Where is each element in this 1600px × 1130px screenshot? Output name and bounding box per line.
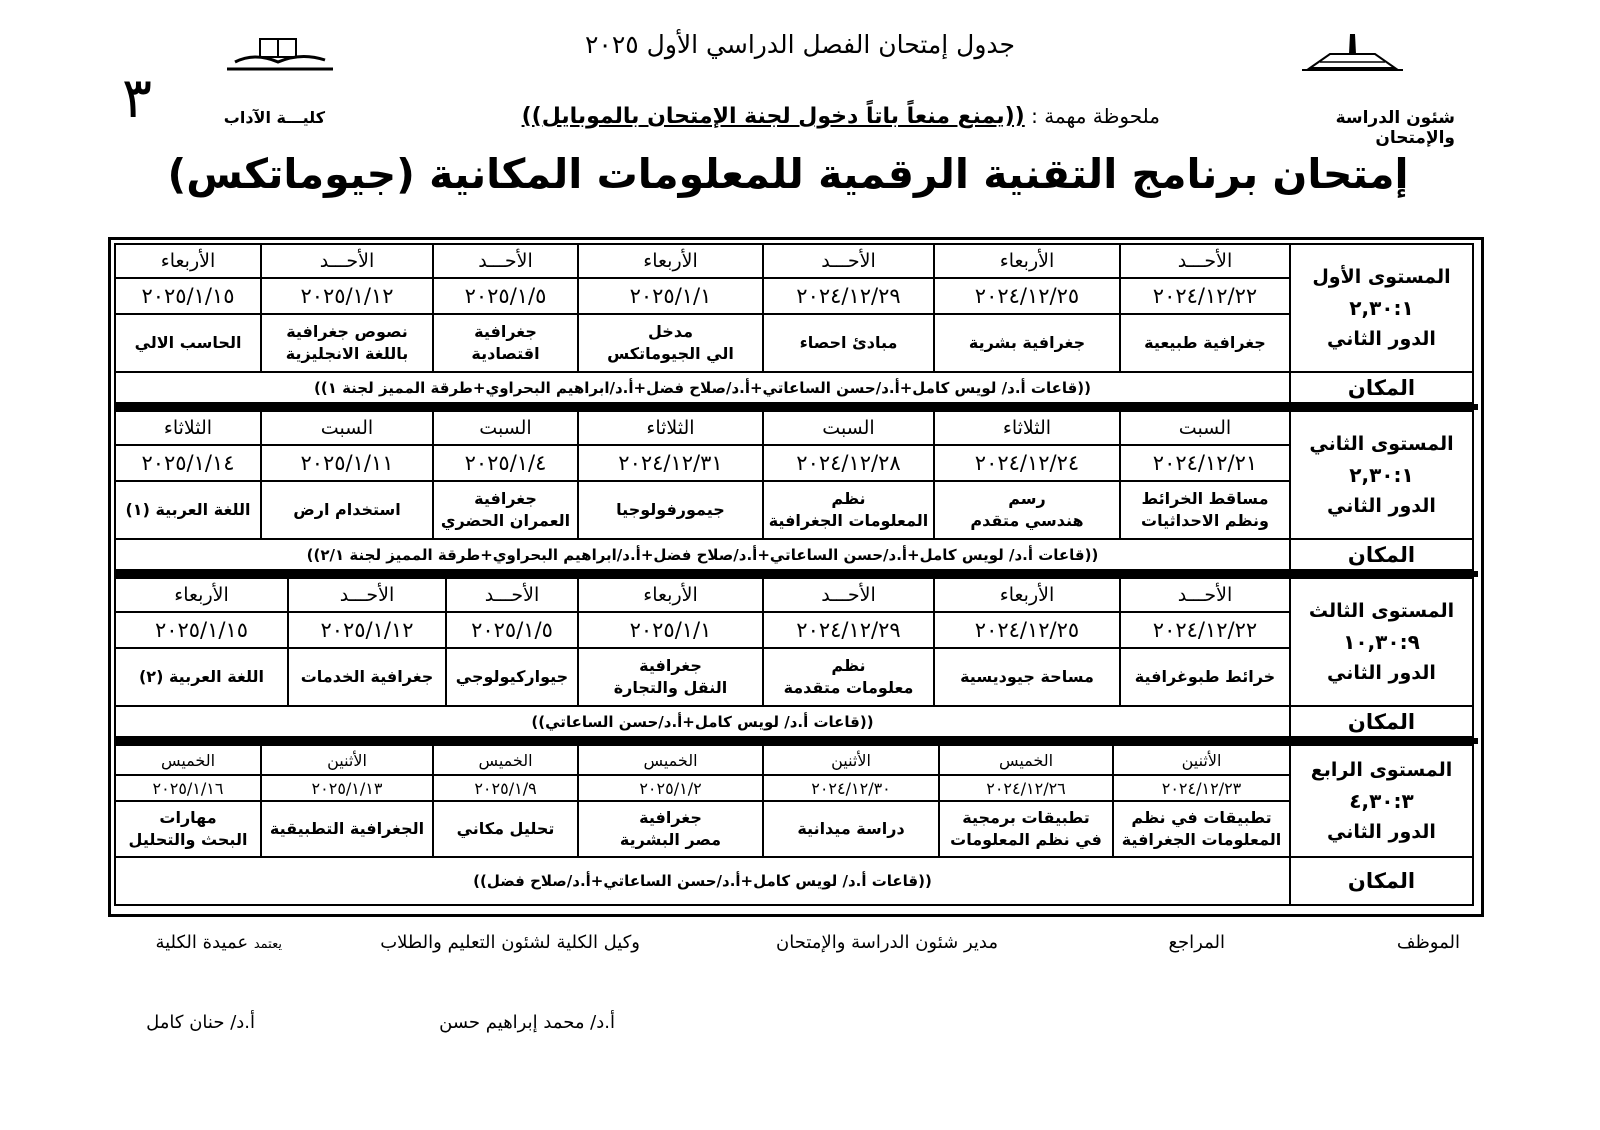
day-cell: الخميس — [115, 745, 261, 775]
date-cell: ٢٠٢٥/١/٢ — [578, 775, 763, 801]
date-cell: ٢٠٢٥/١/١٣ — [261, 775, 433, 801]
place-label: المكان — [1290, 706, 1473, 737]
subject-cell — [763, 801, 939, 857]
day-cell: الأحـــد — [763, 578, 934, 612]
day-cell: الأثنين — [763, 745, 939, 775]
day-cell: الثلاثاء — [934, 411, 1120, 445]
date-cell: ٢٠٢٤/١٢/٢٢ — [1120, 278, 1290, 314]
subject-cell — [1113, 801, 1290, 857]
subject-line: جغرافية — [474, 322, 537, 341]
subject-row — [115, 314, 1473, 372]
subject-line: جيواركيولوجي — [455, 667, 569, 686]
day-cell: الأربعاء — [115, 578, 288, 612]
note-label: ملحوظة مهمة : — [1031, 104, 1160, 128]
director-signature-label: مدير شئون الدراسة والإمتحان — [776, 932, 998, 953]
reviewer-signature-label: المراجع — [1168, 932, 1225, 953]
subject-line: الحاسب الالي — [134, 333, 242, 352]
level-block — [114, 577, 1474, 738]
date-row — [115, 775, 1473, 801]
date-cell: ٢٠٢٥/١/١ — [578, 278, 763, 314]
subject-line: مهارات — [159, 808, 217, 827]
place-cell: ((قاعات أ.د/ لويس كامل+أ.د/حسن الساعاتي+أ.د/صلاح فضل+أ.د/ابراهيم البحراوي+طرقة المميز لجنة ٢/١)) — [115, 539, 1290, 570]
subject-cell — [115, 481, 261, 539]
exam-round: الدور الثاني — [1327, 661, 1436, 684]
exam-time: ٢,٣٠:١ — [1349, 462, 1414, 487]
subject-cell — [433, 801, 578, 857]
subject-cell — [763, 481, 934, 539]
level-info-cell — [1290, 244, 1473, 372]
subject-line: مساقط الخرائط — [1141, 489, 1269, 508]
exam-schedule-table — [108, 237, 1484, 917]
day-cell: الأربعاء — [934, 244, 1120, 278]
subject-cell — [934, 314, 1120, 372]
date-cell: ٢٠٢٥/١/١٥ — [115, 612, 288, 648]
day-cell: الأربعاء — [115, 244, 261, 278]
place-row — [115, 372, 1473, 403]
subject-line: جغرافية — [639, 808, 702, 827]
important-note — [440, 104, 1160, 129]
place-label: المكان — [1290, 372, 1473, 403]
subject-row — [115, 481, 1473, 539]
subject-line: مساحة جيوديسية — [960, 667, 1094, 686]
subject-row — [115, 648, 1473, 706]
day-cell: السبت — [1120, 411, 1290, 445]
level-block — [114, 410, 1474, 571]
subject-line: جغرافية بشرية — [968, 333, 1086, 352]
subject-line: الجغرافية التطبيقية — [269, 819, 425, 838]
subject-line: نظم — [831, 656, 866, 675]
subject-cell — [578, 481, 763, 539]
subject-line: ونظم الاحداثيات — [1141, 511, 1269, 530]
date-row — [115, 612, 1473, 648]
date-cell: ٢٠٢٥/١/١٢ — [288, 612, 446, 648]
day-cell: الثلاثاء — [115, 411, 261, 445]
subject-line: تطبيقات برمجية — [962, 808, 1090, 827]
subject-row — [115, 801, 1473, 857]
subject-line: تحليل مكاني — [456, 819, 555, 838]
date-cell: ٢٠٢٥/١/١٥ — [115, 278, 261, 314]
subject-cell — [578, 801, 763, 857]
day-cell: السبت — [261, 411, 433, 445]
place-cell: ((قاعات أ.د/ لويس كامل+أ.د/حسن الساعاتي)) — [115, 706, 1290, 737]
day-cell: الأربعاء — [578, 244, 763, 278]
level-name: المستوى الرابع — [1310, 758, 1453, 781]
subject-line: اللغة العربية (١) — [125, 500, 251, 519]
place-row — [115, 539, 1473, 570]
page-number: ٣ — [122, 66, 153, 131]
date-cell: ٢٠٢٤/١٢/٢٢ — [1120, 612, 1290, 648]
exam-round: الدور الثاني — [1327, 327, 1436, 350]
subject-cell — [115, 801, 261, 857]
dean-signature-label — [120, 932, 282, 953]
date-cell: ٢٠٢٤/١٢/٢٣ — [1113, 775, 1290, 801]
day-cell: الأحـــد — [1120, 578, 1290, 612]
date-row — [115, 445, 1473, 481]
date-cell: ٢٠٢٤/١٢/٢٨ — [763, 445, 934, 481]
subject-cell — [433, 481, 578, 539]
subject-line: الي الجيوماتكس — [607, 344, 734, 363]
day-cell: الأحـــد — [261, 244, 433, 278]
approve-label: يعتمد — [253, 937, 282, 952]
day-cell: الثلاثاء — [578, 411, 763, 445]
subject-line: رسم — [1008, 489, 1046, 508]
place-row — [115, 706, 1473, 737]
day-cell: الخميس — [578, 745, 763, 775]
place-cell: ((قاعات أ.د/ لويس كامل+أ.د/حسن الساعاتي+أ.د/صلاح فضل+أ.د/ابراهيم البحراوي+طرقة المميز لجنة ١)) — [115, 372, 1290, 403]
subject-line: استخدام ارض — [293, 500, 401, 519]
level-info-cell — [1290, 411, 1473, 539]
day-cell: الأحـــد — [1120, 244, 1290, 278]
document-title: جدول إمتحان الفصل الدراسي الأول ٢٠٢٥ — [584, 30, 1015, 59]
date-cell: ٢٠٢٤/١٢/٢٤ — [934, 445, 1120, 481]
subject-cell — [578, 314, 763, 372]
subject-cell — [288, 648, 446, 706]
subject-line: معلومات متقدمة — [783, 678, 914, 697]
date-cell: ٢٠٢٤/١٢/٣٠ — [763, 775, 939, 801]
subject-line: المعلومات الجغرافية — [1121, 830, 1282, 849]
exam-time: ٤,٣٠:٣ — [1349, 788, 1414, 813]
subject-cell — [1120, 314, 1290, 372]
dean-title: عميدة الكلية — [155, 932, 249, 953]
date-cell: ٢٠٢٥/١/٥ — [446, 612, 578, 648]
day-cell: الخميس — [433, 745, 578, 775]
date-cell: ٢٠٢٤/١٢/٢٥ — [934, 278, 1120, 314]
date-cell: ٢٠٢٥/١/٥ — [433, 278, 578, 314]
vice-dean-signature-label: وكيل الكلية لشئون التعليم والطلاب — [380, 932, 640, 953]
employee-signature-label: الموظف — [1396, 932, 1460, 953]
exam-time: ٢,٣٠:١ — [1349, 295, 1414, 320]
dean-name: أ.د/ حنان كامل — [146, 1012, 255, 1033]
date-cell: ٢٠٢٤/١٢/٢٩ — [763, 612, 934, 648]
department-label: شئون الدراسة والإمتحان — [1335, 108, 1455, 148]
place-label: المكان — [1290, 539, 1473, 570]
subject-line: العمران الحضري — [440, 511, 571, 530]
day-row — [115, 244, 1473, 278]
subject-line: جغرافية طبيعية — [1144, 333, 1266, 352]
level-name: المستوى الثالث — [1308, 599, 1455, 622]
day-row — [115, 411, 1473, 445]
subject-line: مصر البشرية — [619, 830, 722, 849]
day-cell: الأربعاء — [934, 578, 1120, 612]
subject-line: جغرافية — [474, 489, 537, 508]
day-cell: الأحـــد — [288, 578, 446, 612]
subject-line: المعلومات الجغرافية — [768, 511, 929, 530]
subject-cell — [115, 314, 261, 372]
subject-line: دراسة ميدانية — [797, 819, 905, 838]
subject-line: اقتصادية — [471, 344, 540, 363]
vice-dean-name: أ.د/ محمد إبراهيم حسن — [439, 1012, 615, 1033]
date-cell: ٢٠٢٥/١/١١ — [261, 445, 433, 481]
date-cell: ٢٠٢٤/١٢/٢٦ — [939, 775, 1113, 801]
subject-line: النقل والتجارة — [613, 678, 728, 697]
date-cell: ٢٠٢٥/١/٩ — [433, 775, 578, 801]
subject-cell — [1120, 648, 1290, 706]
subject-cell — [1120, 481, 1290, 539]
date-row — [115, 278, 1473, 314]
date-cell: ٢٠٢٥/١/٤ — [433, 445, 578, 481]
subject-cell — [261, 801, 433, 857]
faculty-label: كليـــة الآداب — [223, 108, 325, 127]
day-row — [115, 745, 1473, 775]
level-info-cell — [1290, 745, 1473, 857]
subject-line: جغرافية الخدمات — [300, 667, 434, 686]
subject-cell — [934, 481, 1120, 539]
subject-line: جيمورفولوجيا — [616, 500, 725, 519]
date-cell: ٢٠٢٥/١/١٢ — [261, 278, 433, 314]
subject-line: البحث والتحليل — [128, 830, 248, 849]
date-cell: ٢٠٢٤/١٢/٢١ — [1120, 445, 1290, 481]
day-cell: السبت — [763, 411, 934, 445]
day-row — [115, 578, 1473, 612]
day-cell: السبت — [433, 411, 578, 445]
note-text: ((يمنع منعاً باتاً دخول لجنة الإمتحان بالموبايل)) — [521, 104, 1025, 129]
subject-line: جغرافية — [639, 656, 702, 675]
subject-line: خرائط طبوغرافية — [1134, 667, 1276, 686]
subject-line: هندسي متقدم — [970, 511, 1084, 530]
subject-cell — [763, 648, 934, 706]
date-cell: ٢٠٢٥/١/١ — [578, 612, 763, 648]
subject-line: باللغة الانجليزية — [285, 344, 409, 363]
subject-cell — [261, 481, 433, 539]
date-cell: ٢٠٢٤/١٢/٣١ — [578, 445, 763, 481]
level-block — [114, 243, 1474, 404]
subject-cell — [433, 314, 578, 372]
subject-cell — [578, 648, 763, 706]
main-title: إمتحان برنامج التقنية الرقمية للمعلومات المكانية (جيوماتكس) — [167, 150, 1409, 198]
level-info-cell — [1290, 578, 1473, 706]
level-name: المستوى الثاني — [1309, 432, 1454, 455]
subject-cell — [939, 801, 1113, 857]
subject-line: تطبيقات في نظم — [1131, 808, 1272, 827]
date-cell: ٢٠٢٥/١/١٦ — [115, 775, 261, 801]
subject-line: نصوص جغرافية — [286, 322, 408, 341]
level-name: المستوى الأول — [1312, 265, 1451, 288]
day-cell: الأثنين — [261, 745, 433, 775]
date-cell: ٢٠٢٤/١٢/٢٩ — [763, 278, 934, 314]
day-cell: الأحـــد — [446, 578, 578, 612]
subject-cell — [934, 648, 1120, 706]
date-cell: ٢٠٢٤/١٢/٢٥ — [934, 612, 1120, 648]
exam-round: الدور الثاني — [1327, 820, 1436, 843]
exam-time: ١٠,٣٠:٩ — [1343, 629, 1420, 654]
day-cell: الخميس — [939, 745, 1113, 775]
subject-cell — [446, 648, 578, 706]
day-cell: الأحـــد — [433, 244, 578, 278]
subject-line: مبادئ احصاء — [799, 333, 898, 352]
subject-cell — [261, 314, 433, 372]
subject-line: مدخل — [648, 322, 693, 341]
subject-cell — [763, 314, 934, 372]
place-label: المكان — [1290, 857, 1473, 905]
place-cell: ((قاعات أ.د/ لويس كامل+أ.د/حسن الساعاتي+أ.د/صلاح فضل)) — [115, 857, 1290, 905]
day-cell: الأحـــد — [763, 244, 934, 278]
subject-line: في نظم المعلومات — [950, 830, 1102, 849]
date-cell: ٢٠٢٥/١/١٤ — [115, 445, 261, 481]
subject-line: نظم — [831, 489, 866, 508]
day-cell: الأربعاء — [578, 578, 763, 612]
exam-round: الدور الثاني — [1327, 494, 1436, 517]
subject-line: اللغة العربية (٢) — [138, 667, 264, 686]
subject-cell — [115, 648, 288, 706]
place-row — [115, 857, 1473, 905]
day-cell: الأثنين — [1113, 745, 1290, 775]
level-block — [114, 744, 1474, 906]
